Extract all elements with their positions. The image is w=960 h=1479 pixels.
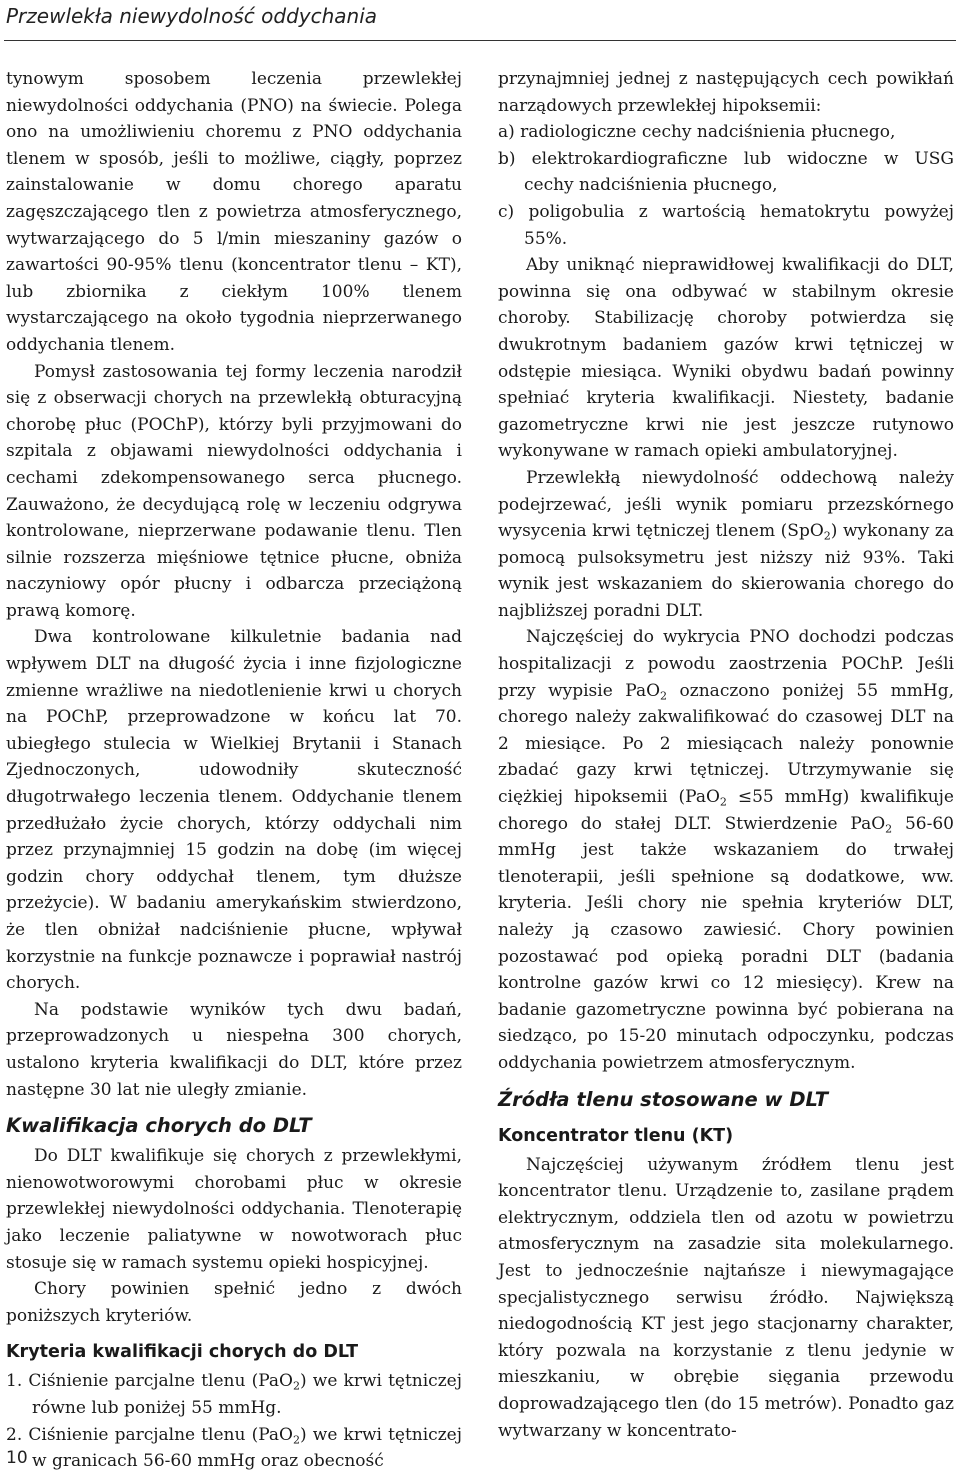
subscript: 2 [292,1379,300,1393]
complication-list [498,119,954,252]
list-item: c) poligobulia z wartością hematokrytu powyżej 55%. [498,201,954,249]
subsection-heading: Kryteria kwalifikacji chorych do DLT [6,1342,359,1363]
text-run: oznaczono poniżej 55 mmHg, chorego należy zakwalifikować do czasowej DLT na 2 miesiące. Po 2 miesiącach należy ponownie zbadać gazy krwi tętniczej. Utrzymywanie się ciężkiej hipoksemii (PaO [498,680,954,808]
text-run: ) wykonany za pomocą pulsoksymetru jest niższy niż 93%. Taki wynik jest wskazaniem do skierowania chorego do najbliższej poradni DLT. [498,521,954,621]
section-heading: Źródła tlenu stosowane w DLT [498,1087,829,1111]
criteria-item [6,1422,462,1475]
page-number: 10 [6,1448,28,1468]
paragraph: Do DLT kwalifikuje się chorych z przewlekłymi, nienowotworowymi chorobami płuc w okresie przewlekłej niewydolności oddychania. Tlenoterapię jako leczenie paliatywne w nowotworach płuc stosuje się w ramach systemu opieki hospicyjnej. [6,1146,462,1273]
header-rule [4,40,956,41]
criteria-item [6,1368,462,1421]
list-item: b) elektrokardiograficzne lub widoczne w USG cechy nadciśnienia płucnego, [498,148,954,196]
paragraph [498,624,954,1076]
right-column [498,66,954,1444]
running-title: Przewlekła niewydolność oddychania [6,4,378,28]
paragraph: przynajmniej jednej z następujących cech powikłań narządowych przewlekłej hipoksemii: [498,69,954,116]
text-run: ≤55 mmHg) kwalifikuje chorego do stałej DLT. Stwierdzenie PaO [498,787,954,834]
item-text: Ciśnienie parcjalne tlenu (PaO [28,1424,293,1445]
item-number: 2. [6,1424,23,1445]
text-run: Najczęściej do wykrycia PNO dochodzi podczas hospitalizacji z powodu zaostrzenia POChP. Jeśli przy wypisie PaO [498,627,954,701]
left-column [6,66,462,1475]
paragraph: Pomysł zastosowania tej formy leczenia narodził się z obserwacji chorych na przewlekłą obturacyjną chorobę płuc (POChP), którzy byli przyjmowani do szpitala z objawami niewydolności oddychania i cechami zdekompensowanego serca płucnego. Zauważono, że decydującą rolę w leczeniu odgrywa kontrolowane, nieprzerwane podawanie tlenu. Tlen silnie rozszerza mięśniowe tętnice płucne, obniża naczyniowy opór płucny i odbarcza przeciążoną prawą komorę. [6,361,462,621]
subscript: 2 [719,795,727,809]
list-item: a) radiologiczne cechy nadciśnienia płucnego, [498,122,896,143]
subsection-heading: Koncentrator tlenu (KT) [498,1125,734,1146]
text-run: 56-60 mmHg jest także wskazaniem do trwałej tlenoterapii, jeśli spełnione są dodatkowe, ww. kryteria. Jeśli chory nie spełnia kryteriów DLT, należy ją czasowo zawiesić. Chory powinien pozostawać pod opieką poradni DLT (badania kontrolne gazów krwi co 12 miesięcy). Krew na badanie gazometryczne powinna być pobierana na siedząco, po 15-20 minutach odpoczynku, podczas oddychania powietrzem atmosferycznym. [498,813,954,1073]
item-text: ) we krwi tętniczej w granicach 56-60 mmHg oraz obecność [32,1424,462,1472]
section-heading: Kwalifikacja chorych do DLT [6,1114,312,1138]
paragraph: Dwa kontrolowane kilkuletnie badania nad wpływem DLT na długość życia i inne fizjologiczne zmienne wrażliwe na niedotlenienie krwi u chorych na POChP, przeprowadzone w końcu lat 70. ubiegłego stulecia w Wielkiej Brytanii i Stanach Zjednoczonych, udowodniły skuteczność długotrwałego leczenia tlenem. Oddychanie tlenem przedłużało życie chorych, którzy oddychali nim przez przynajmniej 15 godzin na dobę (im więcej godzin chory oddychał tlenem, tym dłuższe przeżycie). W badaniu amerykańskim stwierdzono, że tlen obniżał nadciśnienie płucne, wpływał korzystnie na funkcje poznawcze i poprawiał nastrój chorych. [6,627,462,994]
paragraph: Aby uniknąć nieprawidłowej kwalifikacji do DLT, powinna się ona odbywać w stabilnym okresie choroby. Stabilizację choroby potwierdza się dwukrotnym badaniem gazów krwi tętniczej w odstępie miesiąca. Wyniki obydwu badań powinny spełniać kryteria kwalifikacji. Niestety, badanie gazometryczne krwi nie jest jeszcze rutynowo wykonywane w ramach opieki ambulatoryjnej. [498,255,954,462]
item-text: ) we krwi tętniczej równe lub poniżej 55 mmHg. [32,1371,462,1418]
paragraph: Na podstawie wyników tych dwu badań, przeprowadzonych u niespełna 300 chorych, ustalono kryteria kwalifikacji do DLT, które przez następne 30 lat nie uległy zmianie. [6,999,462,1100]
subscript: 2 [292,1432,300,1446]
paragraph: Chory powinien spełnić jedno z dwóch poniższych kryteriów. [6,1279,462,1326]
paragraph [498,465,954,625]
text-run: Przewlekłą niewydolność oddechową należy podejrzewać, jeśli wynik pomiaru przezskórnego wysycenia krwi tętniczej tlenem (SpO [498,467,954,542]
item-number: 1. [6,1371,23,1392]
item-text: Ciśnienie parcjalne tlenu (PaO [28,1371,293,1392]
subscript: 2 [885,821,893,835]
subscript: 2 [823,529,831,543]
paragraph: Najczęściej używanym źródłem tlenu jest koncentrator tlenu. Urządzenie to, zasilane prądem elektrycznym, oddziela tlen od azotu w powietrzu atmosferycznym na zasadzie sita molekularnego. Jest to jednocześnie najtańsze i niewymagające specjalistycznego serwisu źródło. Największą niedogodnością KT jest jego stacjonarny charakter, który pozwala na korzystanie z tlenu jedynie w mieszkaniu, w obrębie sięgania przewodu doprowadzającego tlen (do 15 metrów). Ponadto gaz wytwarzany w koncentrato- [498,1154,954,1441]
subscript: 2 [660,688,668,702]
criteria-list [6,1368,462,1474]
paragraph: tynowym sposobem leczenia przewlekłej niewydolności oddychania (PNO) na świecie. Polega ono na umożliwieniu choremu z PNO oddychania tlenem w sposób, jeśli to możliwe, ciągły, poprzez zainstalowanie w domu chorego aparatu zagęszczającego tlen z powietrza atmosferycznego, wytwarzającego do 5 l/min mieszaniny gazów o zawartości 90-95% tlenu (koncentrator tlenu – KT), lub zbiornika z ciekłym 100% tlenem wystarczającego na około tygodnia nieprzerwanego oddychania tlenem. [6,69,462,355]
